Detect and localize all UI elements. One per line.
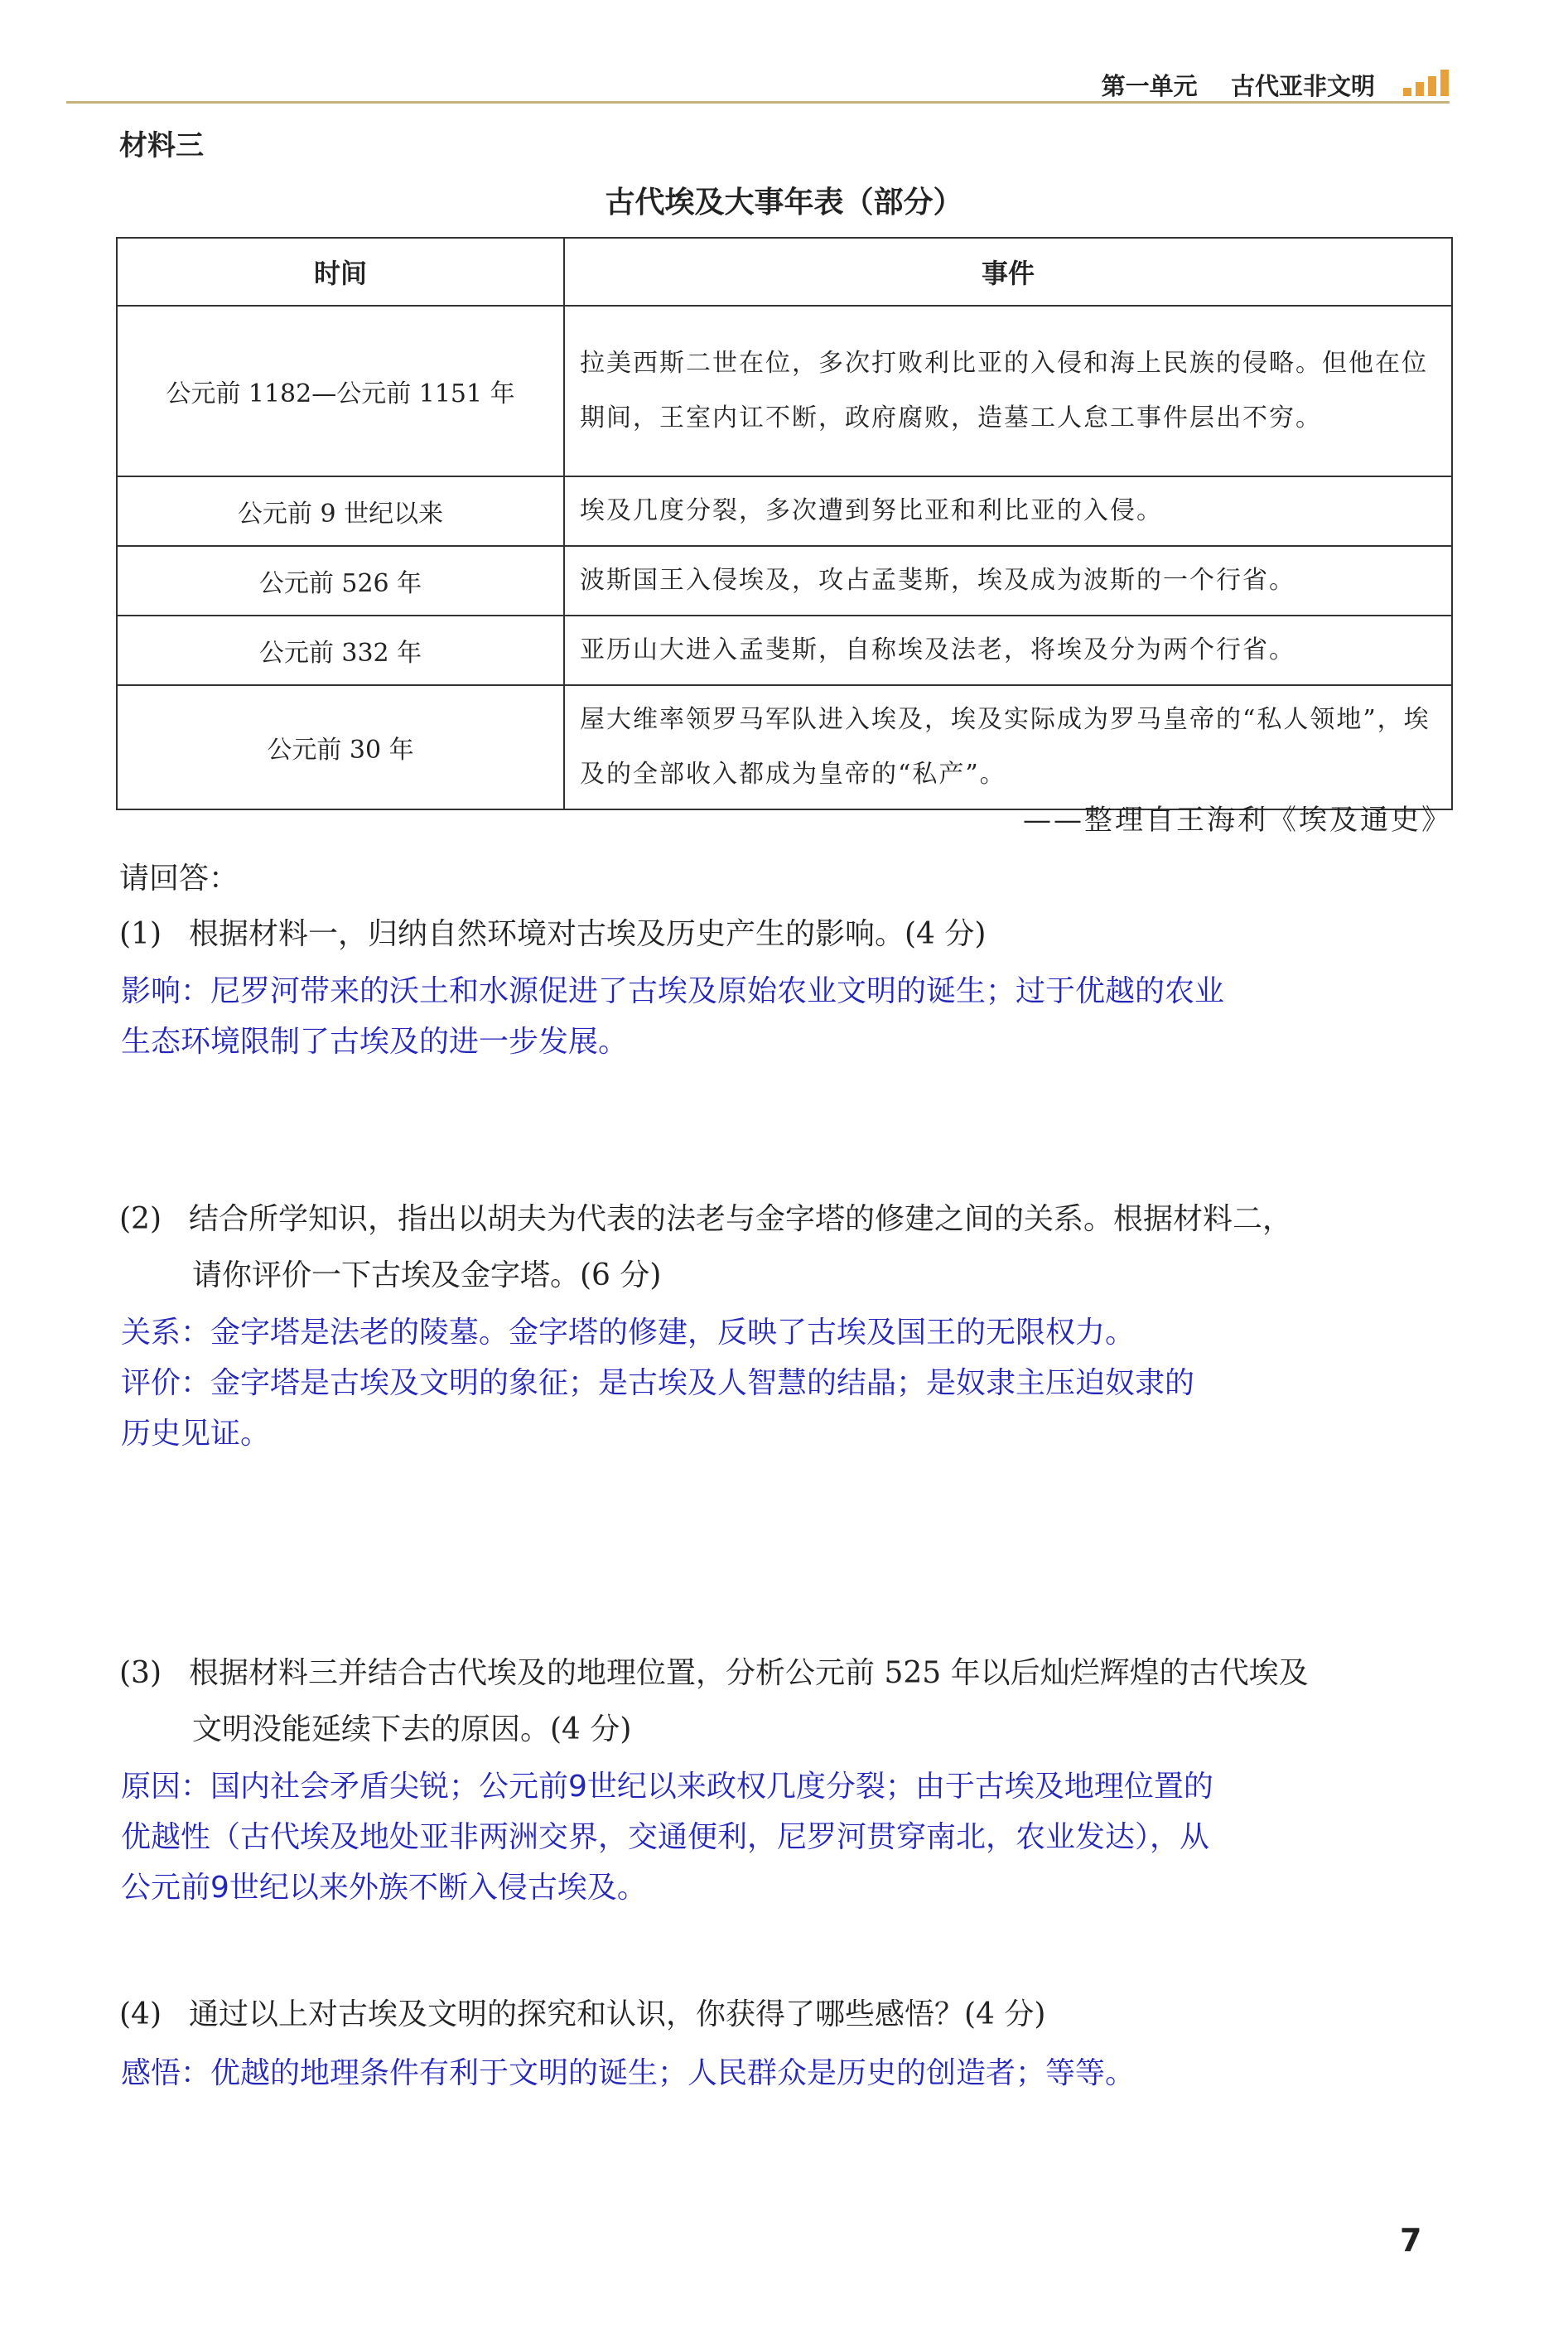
answer-3 bbox=[121, 1761, 1446, 1913]
chronology-table bbox=[116, 237, 1453, 810]
table-title: 古代埃及大事年表（部分） bbox=[605, 186, 963, 220]
question-text: 根据材料一，归纳自然环境对古埃及历史产生的影响。(4 分) bbox=[189, 917, 987, 951]
table-cell-time: 公元前 1182—公元前 1151 年 bbox=[117, 306, 564, 476]
answer-line: 影响：尼罗河带来的沃土和水源促进了古埃及原始农业文明的诞生；过于优越的农业 bbox=[121, 974, 1225, 1008]
answer-line: 感悟：优越的地理条件有利于文明的诞生；人民群众是历史的创造者；等等。 bbox=[121, 2056, 1136, 2090]
table-cell-event: 屋大维率领罗马军队进入埃及，埃及实际成为罗马皇帝的“私人领地”，埃及的全部收入都成为皇帝的“私产”。 bbox=[564, 685, 1452, 809]
bar-chart-icon bbox=[1403, 70, 1450, 96]
question-text-continued: 请你评价一下古埃及金字塔。(6 分) bbox=[192, 1258, 662, 1292]
table-header-row bbox=[117, 238, 1452, 306]
table-cell-event: 波斯国王入侵埃及，攻占孟斐斯，埃及成为波斯的一个行省。 bbox=[564, 546, 1452, 616]
answer-2 bbox=[121, 1307, 1446, 1459]
table-cell-event: 埃及几度分裂，多次遭到努比亚和利比亚的入侵。 bbox=[564, 476, 1452, 546]
header-title bbox=[1102, 68, 1375, 102]
answer-1 bbox=[121, 966, 1446, 1067]
table-row bbox=[117, 476, 1452, 546]
answer-line: 历史见证。 bbox=[121, 1417, 271, 1451]
header-unit-title: 古代亚非文明 bbox=[1230, 72, 1375, 100]
prompt-text: 请回答： bbox=[119, 862, 239, 896]
answer-line: 公元前9世纪以来外族不断入侵古埃及。 bbox=[121, 1871, 647, 1905]
answer-4 bbox=[121, 2048, 1446, 2099]
question-number: (3) bbox=[119, 1656, 162, 1690]
table-cell-time: 公元前 332 年 bbox=[117, 616, 564, 685]
question-1 bbox=[119, 906, 1453, 963]
table-row bbox=[117, 685, 1452, 809]
running-header bbox=[66, 65, 1450, 104]
material-label: 材料三 bbox=[119, 129, 204, 162]
source-citation: ——整理自王海利《埃及通史》 bbox=[1023, 804, 1452, 837]
table-cell-time: 公元前 30 年 bbox=[117, 685, 564, 809]
answer-line: 原因：国内社会矛盾尖锐；公元前9世纪以来政权几度分裂；由于古埃及地理位置的 bbox=[121, 1770, 1213, 1804]
question-text: 通过以上对古埃及文明的探究和认识，你获得了哪些感悟？(4 分) bbox=[189, 1997, 1046, 2031]
answer-line: 评价：金字塔是古埃及文明的象征；是古埃及人智慧的结晶；是奴隶主压迫奴隶的 bbox=[121, 1366, 1195, 1400]
answer-line: 优越性（古代埃及地处亚非两洲交界，交通便利，尼罗河贯穿南北，农业发达），从 bbox=[121, 1820, 1210, 1854]
table-cell-event: 拉美西斯二世在位，多次打败利比亚的入侵和海上民族的侵略。但他在位期间，王室内讧不断，政府腐败，造墓工人怠工事件层出不穷。 bbox=[564, 306, 1452, 476]
column-header-event: 事件 bbox=[564, 238, 1452, 306]
question-number: (2) bbox=[119, 1202, 162, 1236]
question-text: 根据材料三并结合古代埃及的地理位置，分析公元前 525 年以后灿烂辉煌的古代埃及 bbox=[189, 1656, 1309, 1690]
table-row bbox=[117, 616, 1452, 685]
column-header-time: 时间 bbox=[117, 238, 564, 306]
table-cell-event: 亚历山大进入孟斐斯，自称埃及法老，将埃及分为两个行省。 bbox=[564, 616, 1452, 685]
question-4 bbox=[119, 1987, 1453, 2043]
page-number: 7 bbox=[1400, 2222, 1422, 2258]
table-row bbox=[117, 306, 1452, 476]
question-3 bbox=[119, 1645, 1453, 1758]
question-text: 结合所学知识，指出以胡夫为代表的法老与金字塔的修建之间的关系。根据材料二， bbox=[189, 1202, 1293, 1236]
answer-line: 关系：金字塔是法老的陵墓。金字塔的修建，反映了古埃及国王的无限权力。 bbox=[121, 1316, 1136, 1350]
question-number: (1) bbox=[119, 917, 162, 951]
question-text-continued: 文明没能延续下去的原因。(4 分) bbox=[192, 1712, 632, 1746]
header-unit: 第一单元 bbox=[1101, 72, 1198, 100]
table-row bbox=[117, 546, 1452, 616]
question-number: (4) bbox=[119, 1997, 162, 2031]
table-cell-time: 公元前 526 年 bbox=[117, 546, 564, 616]
table-cell-time: 公元前 9 世纪以来 bbox=[117, 476, 564, 546]
answer-line: 生态环境限制了古埃及的进一步发展。 bbox=[121, 1025, 629, 1059]
question-2 bbox=[119, 1191, 1453, 1304]
